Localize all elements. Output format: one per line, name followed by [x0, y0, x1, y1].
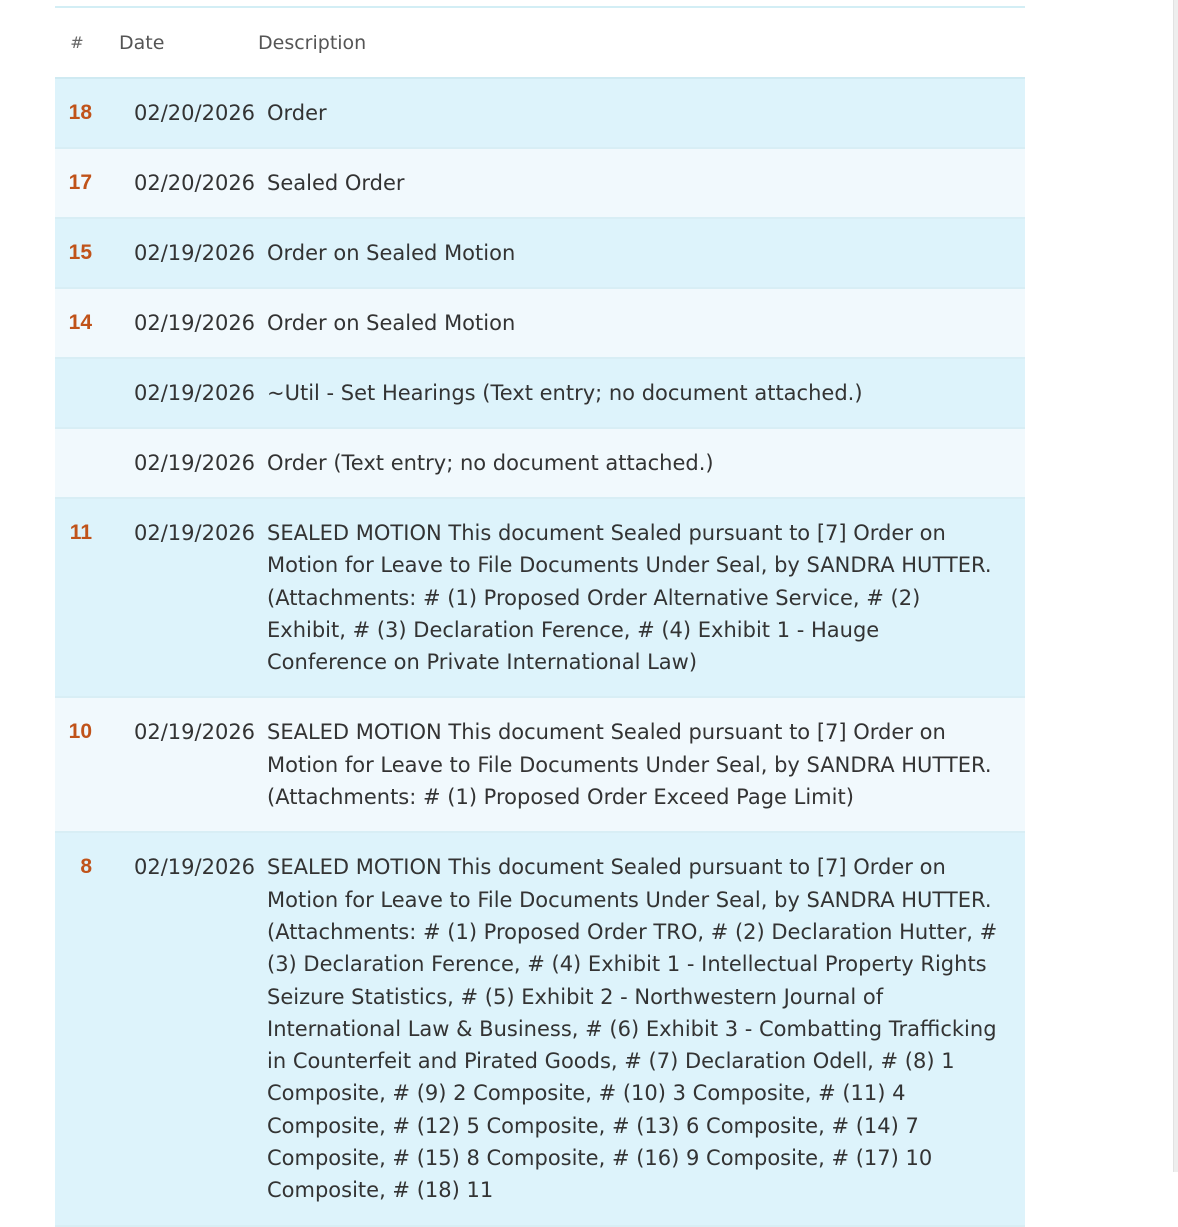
entry-number-link[interactable]: 17	[68, 170, 92, 194]
entry-date: 02/20/2026	[134, 170, 256, 195]
entry-date: 02/19/2026	[134, 855, 256, 880]
table-row[interactable]	[55, 219, 1025, 289]
entry-number-link[interactable]: 11	[69, 521, 92, 544]
entry-date: 02/20/2026	[134, 100, 256, 125]
entry-date: 02/19/2026	[134, 310, 256, 335]
entry-description: Order (Text entry; no document attached.)	[267, 450, 714, 475]
entry-description: ~Util - Set Hearings (Text entry; no document attached.)	[267, 380, 863, 405]
entry-date: 02/19/2026	[134, 240, 256, 265]
entry-number-link[interactable]: 15	[68, 240, 92, 264]
scrollbar-track[interactable]	[1173, 0, 1178, 1172]
table-row[interactable]	[55, 499, 1025, 698]
table-row[interactable]	[55, 79, 1025, 149]
entry-date: 02/19/2026	[134, 380, 256, 405]
table-row[interactable]	[55, 698, 1025, 833]
table-row[interactable]	[55, 833, 1025, 1226]
table-row[interactable]	[55, 149, 1025, 219]
entry-date: 02/19/2026	[134, 450, 256, 475]
entry-description: Sealed Order	[267, 170, 405, 195]
entry-description: SEALED MOTION This document Sealed pursuant to [7] Order on Motion for Leave to File Documents Under Seal, by SANDRA HUTTER. (Attachments: # (1) Proposed Order Alternative Service, # (2) Exhibit, # (3) Declaration Ference, # (4) Exhibit 1 - Hauge Conference on Private International Law)	[267, 521, 992, 675]
entry-number-link[interactable]: 18	[68, 100, 92, 124]
header-date[interactable]: Date	[119, 31, 165, 54]
entry-number-link[interactable]: 10	[68, 720, 92, 744]
entry-description: Order on Sealed Motion	[267, 310, 516, 335]
entry-date: 02/19/2026	[134, 720, 256, 745]
table-row[interactable]	[55, 429, 1025, 499]
table-header	[55, 8, 1025, 79]
docket-table	[55, 6, 1025, 1227]
entry-date: 02/19/2026	[134, 521, 256, 545]
entry-description: SEALED MOTION This document Sealed pursuant to [7] Order on Motion for Leave to File Documents Under Seal, by SANDRA HUTTER. (Attachments: # (1) Proposed Order TRO, # (2) Declaration Hutter, # (3) Declaration Ference, # (4) Exhibit 1 - Intellectual Property Rights Seizure Statistics, # (5) Exhibit 2 - Northwestern Journal of International Law & Business, # (6) Exhibit 3 - Combatting Trafficking in Counterfeit and Pirated Goods, # (7) Declaration Odell, # (8) 1 Composite, # (9) 2 Composite, # (10) 3 Composite, # (11) 4 Composite, # (12) 5 Composite, # (13) 6 Composite, # (14) 7 Composite, # (15) 8 Composite, # (16) 9 Composite, # (17) 10 Composite, # (18) 11	[267, 855, 998, 1203]
entry-description: SEALED MOTION This document Sealed pursuant to [7] Order on Motion for Leave to File Documents Under Seal, by SANDRA HUTTER. (Attachments: # (1) Proposed Order Exceed Page Limit)	[267, 720, 992, 810]
header-number[interactable]: #	[70, 33, 84, 52]
entry-number-link[interactable]: 8	[80, 855, 92, 879]
table-row[interactable]	[55, 359, 1025, 429]
entry-description: Order	[267, 100, 327, 125]
entry-description: Order on Sealed Motion	[267, 240, 516, 265]
table-row[interactable]	[55, 289, 1025, 359]
header-description[interactable]: Description	[258, 31, 367, 54]
entry-number-link[interactable]: 14	[68, 310, 92, 334]
